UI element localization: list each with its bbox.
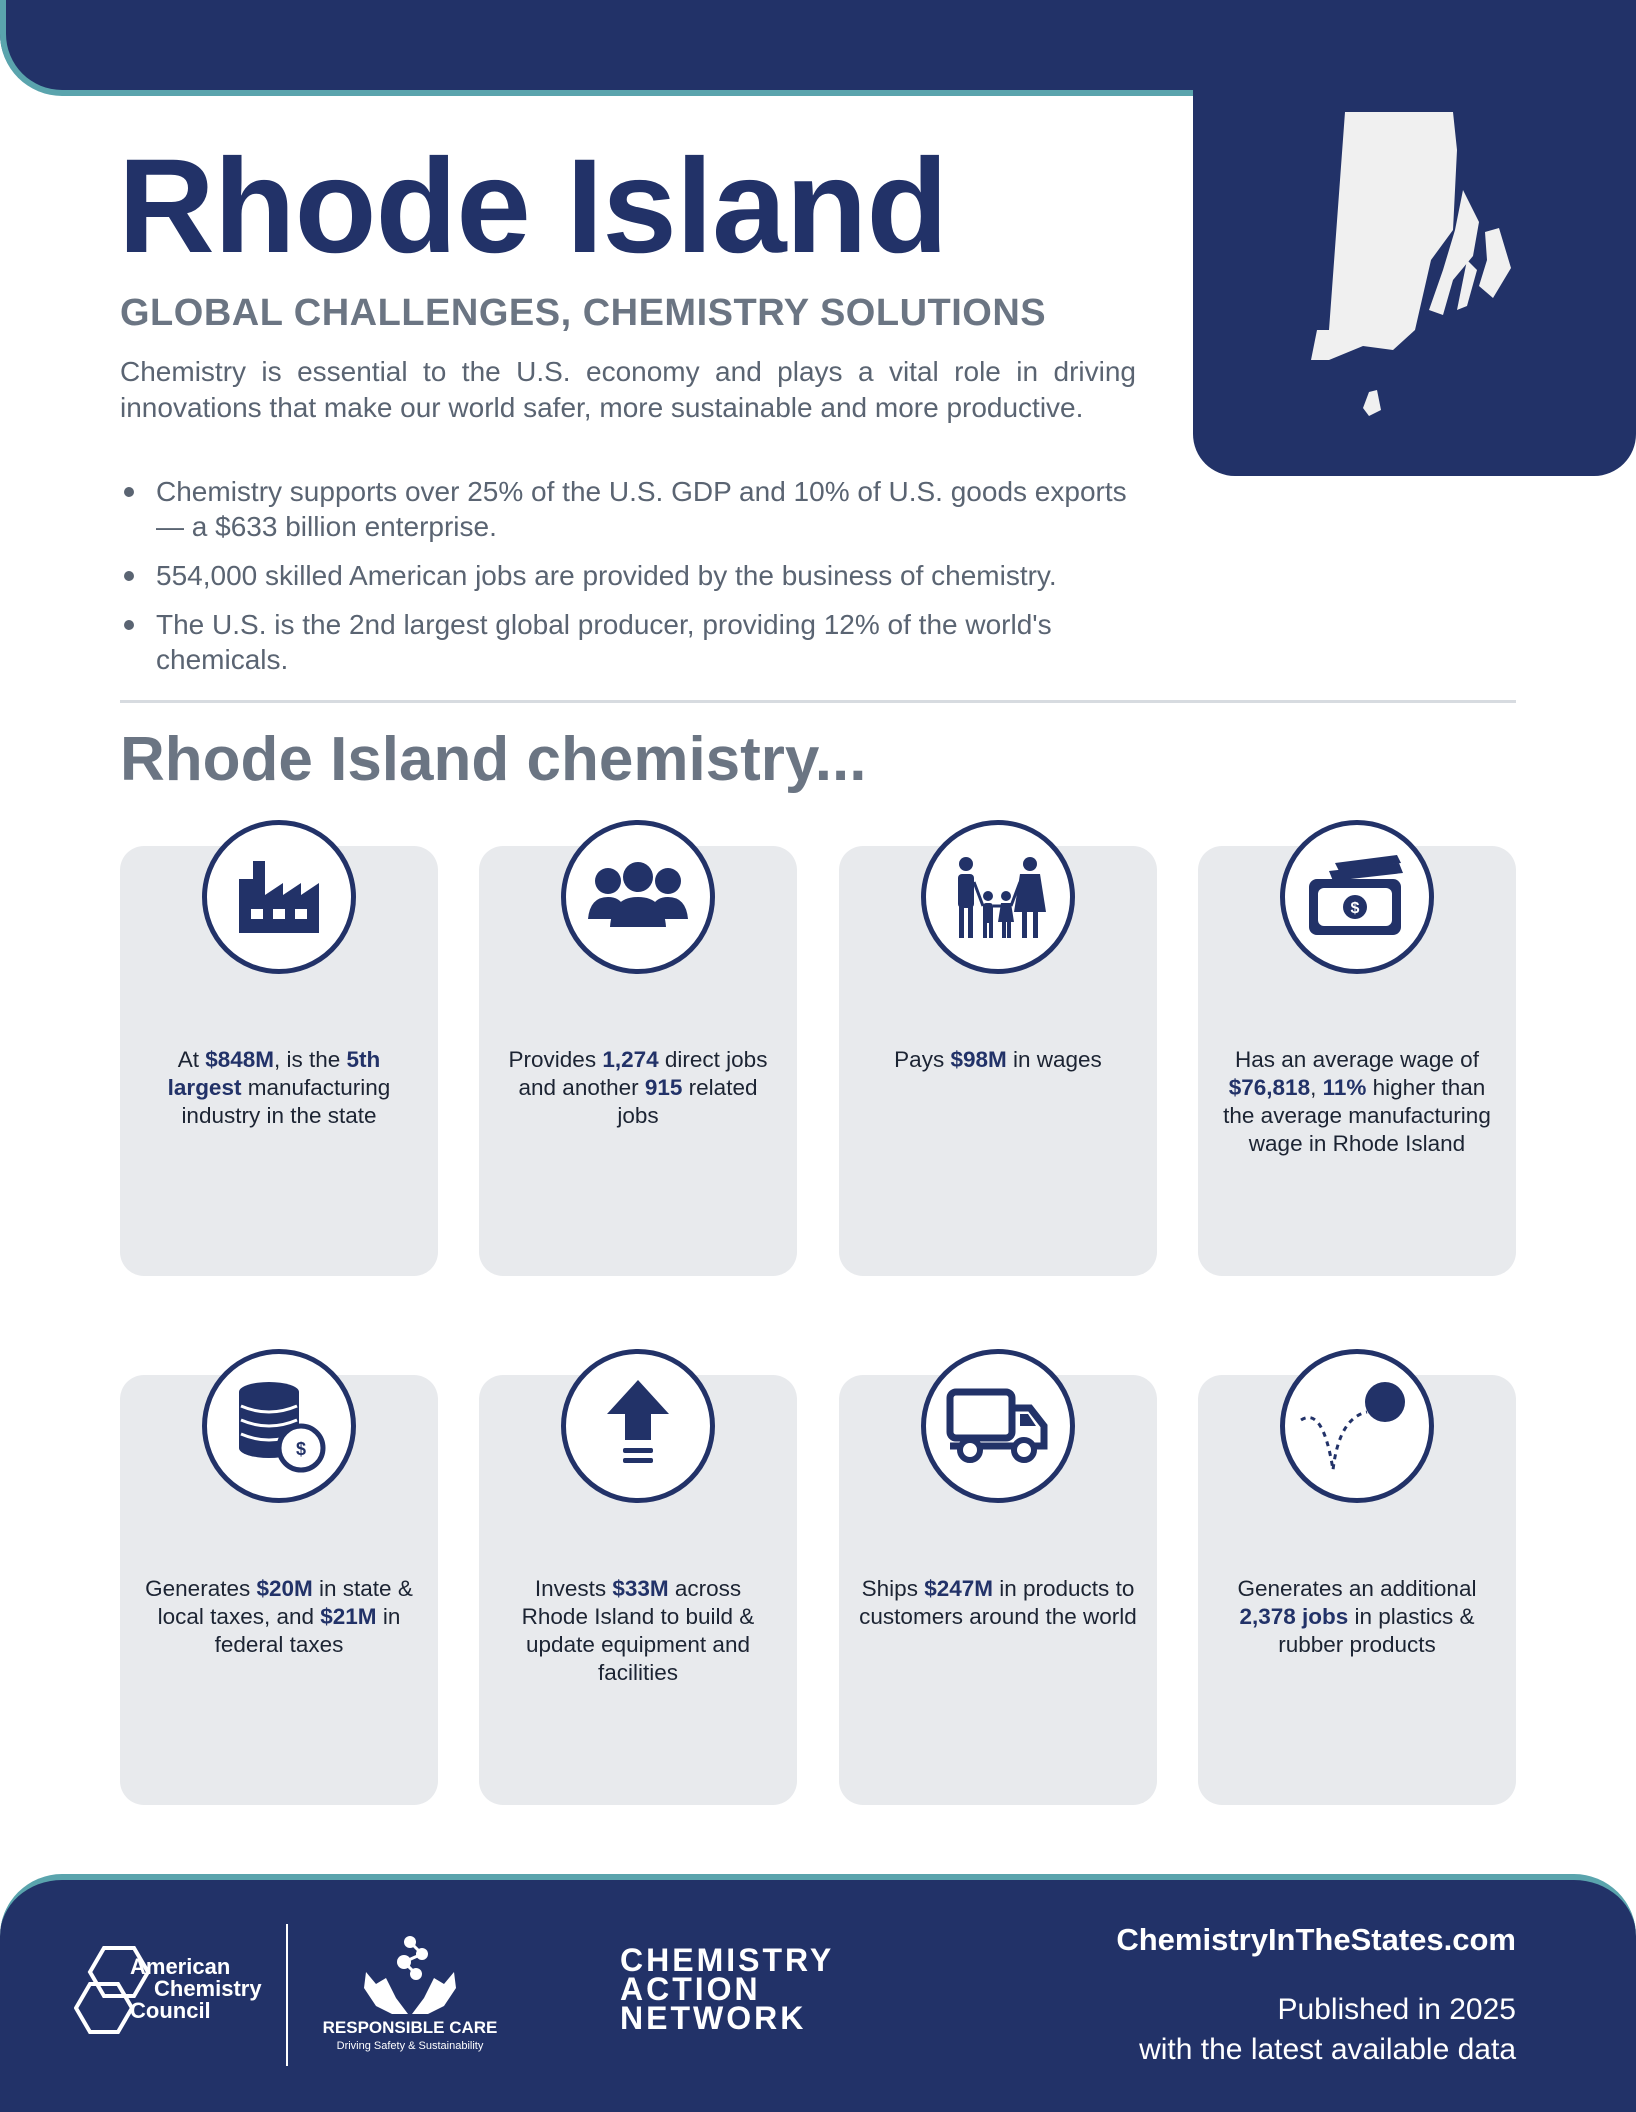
stat-card-avg-wage [1198,846,1516,1276]
responsible-care-tagline: Driving Safety & Sustainability [336,2040,484,2052]
stat-text-segment: , is the [274,1047,347,1072]
chemistry-action-network-logo [620,1942,835,2036]
section-divider [120,700,1516,703]
fact-bullet [120,607,1140,677]
stat-highlight: $33M [612,1576,669,1601]
delivery-truck-icon [921,1349,1075,1503]
stat-card-output [120,846,438,1276]
section-title: Rhode Island chemistry... [120,725,867,794]
people-group-icon [561,820,715,974]
fact-bullet [120,558,1140,593]
stat-text-segment: in plastics & rubber products [1278,1604,1475,1657]
stat-card-taxes [120,1375,438,1805]
stat-card-text [1218,1575,1496,1659]
stat-highlight: 1,274 [602,1047,659,1072]
stat-text-segment: Provides [508,1047,603,1072]
published-line: with the latest available data [1139,2033,1516,2066]
stat-text-segment: across Rhode Island to build & update equipment and facilities [521,1576,755,1685]
bullet-dot-icon [124,487,134,497]
stat-card-shipments [839,1375,1157,1805]
published-line: Published in 2025 [1277,1993,1516,2026]
stat-text-segment: At [177,1047,206,1072]
stat-text-segment: higher than the average manufacturing wage in Rhode Island [1223,1075,1491,1156]
stat-card-text [859,1575,1137,1631]
website-link[interactable]: ChemistryInTheStates.com [1116,1922,1516,1957]
stat-highlight: 915 [644,1075,683,1100]
stat-card-text [499,1575,777,1687]
stat-text-segment: , [1310,1075,1323,1100]
stat-text-segment: Pays [894,1047,951,1072]
stat-text-segment: direct jobs and another [518,1047,768,1100]
upload-arrow-icon [561,1349,715,1503]
acc-logo-line: Council [130,1998,211,2023]
state-map-panel [1193,0,1636,476]
bullet-dot-icon [124,571,134,581]
rhode-island-map-icon [1303,110,1523,430]
published-note [1139,1990,1516,2070]
stat-text-segment: Invests [534,1576,613,1601]
factory-icon [202,820,356,974]
stat-card-text [140,1046,418,1130]
intro-paragraph: Chemistry is essential to the U.S. economy and plays a vital role in driving innovations that make our world safer, more sustainable and more productive. [120,356,1136,423]
stat-highlight: $98M [950,1047,1007,1072]
logo-divider [286,1924,288,2066]
acc-logo-text [130,1956,262,2022]
can-logo-line: CHEMISTRY [620,1942,835,1978]
stat-text-segment: in products to customers around the world [859,1576,1137,1629]
stat-card-plastics [1198,1375,1516,1805]
stat-text-segment: in federal taxes [214,1604,401,1657]
family-icon [921,820,1075,974]
stat-text-segment: related jobs [617,1075,758,1128]
stat-text-segment: in state & local taxes, and [157,1576,413,1629]
stat-text-segment: Has an average wage of [1235,1047,1479,1072]
stat-highlight: $76,818 [1228,1075,1311,1100]
stat-highlight: $848M [205,1047,274,1072]
fact-bullet-text: 554,000 skilled American jobs are provided by the business of chemistry. [156,560,1057,591]
fact-bullet-text: Chemistry supports over 25% of the U.S. GDP and 10% of U.S. goods exports — a $633 billion enterprise. [156,476,1127,542]
svg-text:$: $ [1350,900,1360,917]
stat-card-jobs [479,846,797,1276]
stat-highlight: 11% [1322,1075,1367,1100]
page-title: Rhode Island [118,132,948,281]
fact-bullet-text: The U.S. is the 2nd largest global producer, providing 12% of the world's chemicals. [156,609,1052,675]
bouncing-ball-icon [1280,1349,1434,1503]
stat-card-text [499,1046,777,1130]
stat-highlight: 2,378 jobs [1239,1604,1349,1629]
stat-text-segment: Generates an additional [1237,1576,1477,1601]
svg-text:$: $ [295,1439,307,1459]
stat-card-investment [479,1375,797,1805]
stat-text-segment: Ships [861,1576,925,1601]
acc-logo-line: Chemistry [154,1976,262,2001]
money-stack-icon [1280,820,1434,974]
acc-logo-line: American [130,1954,231,1979]
stat-card-text [140,1575,418,1659]
stat-highlight: $247M [924,1576,993,1601]
stat-highlight: $21M [320,1604,377,1629]
fact-bullet-list [120,474,1140,691]
stat-card-wages [839,846,1157,1276]
can-logo-line: NETWORK [620,2000,807,2036]
top-banner-accent [0,0,1200,96]
can-logo-line: ACTION [620,1971,761,2007]
page-subtitle: GLOBAL CHALLENGES, CHEMISTRY SOLUTIONS [120,292,1047,334]
coin-stack-icon [202,1349,356,1503]
stat-highlight: 5th largest [167,1047,381,1100]
stat-card-text [1218,1046,1496,1158]
responsible-care-logo-icon [300,1928,520,2058]
responsible-care-title: RESPONSIBLE CARE [322,2018,498,2037]
stat-text-segment: Generates [145,1576,257,1601]
stat-text-segment: in wages [1006,1047,1102,1072]
stat-text-segment: manufacturing industry in the state [181,1075,391,1128]
bullet-dot-icon [124,620,134,630]
stat-card-text [859,1046,1137,1074]
fact-bullet [120,474,1140,544]
stat-highlight: $20M [256,1576,313,1601]
